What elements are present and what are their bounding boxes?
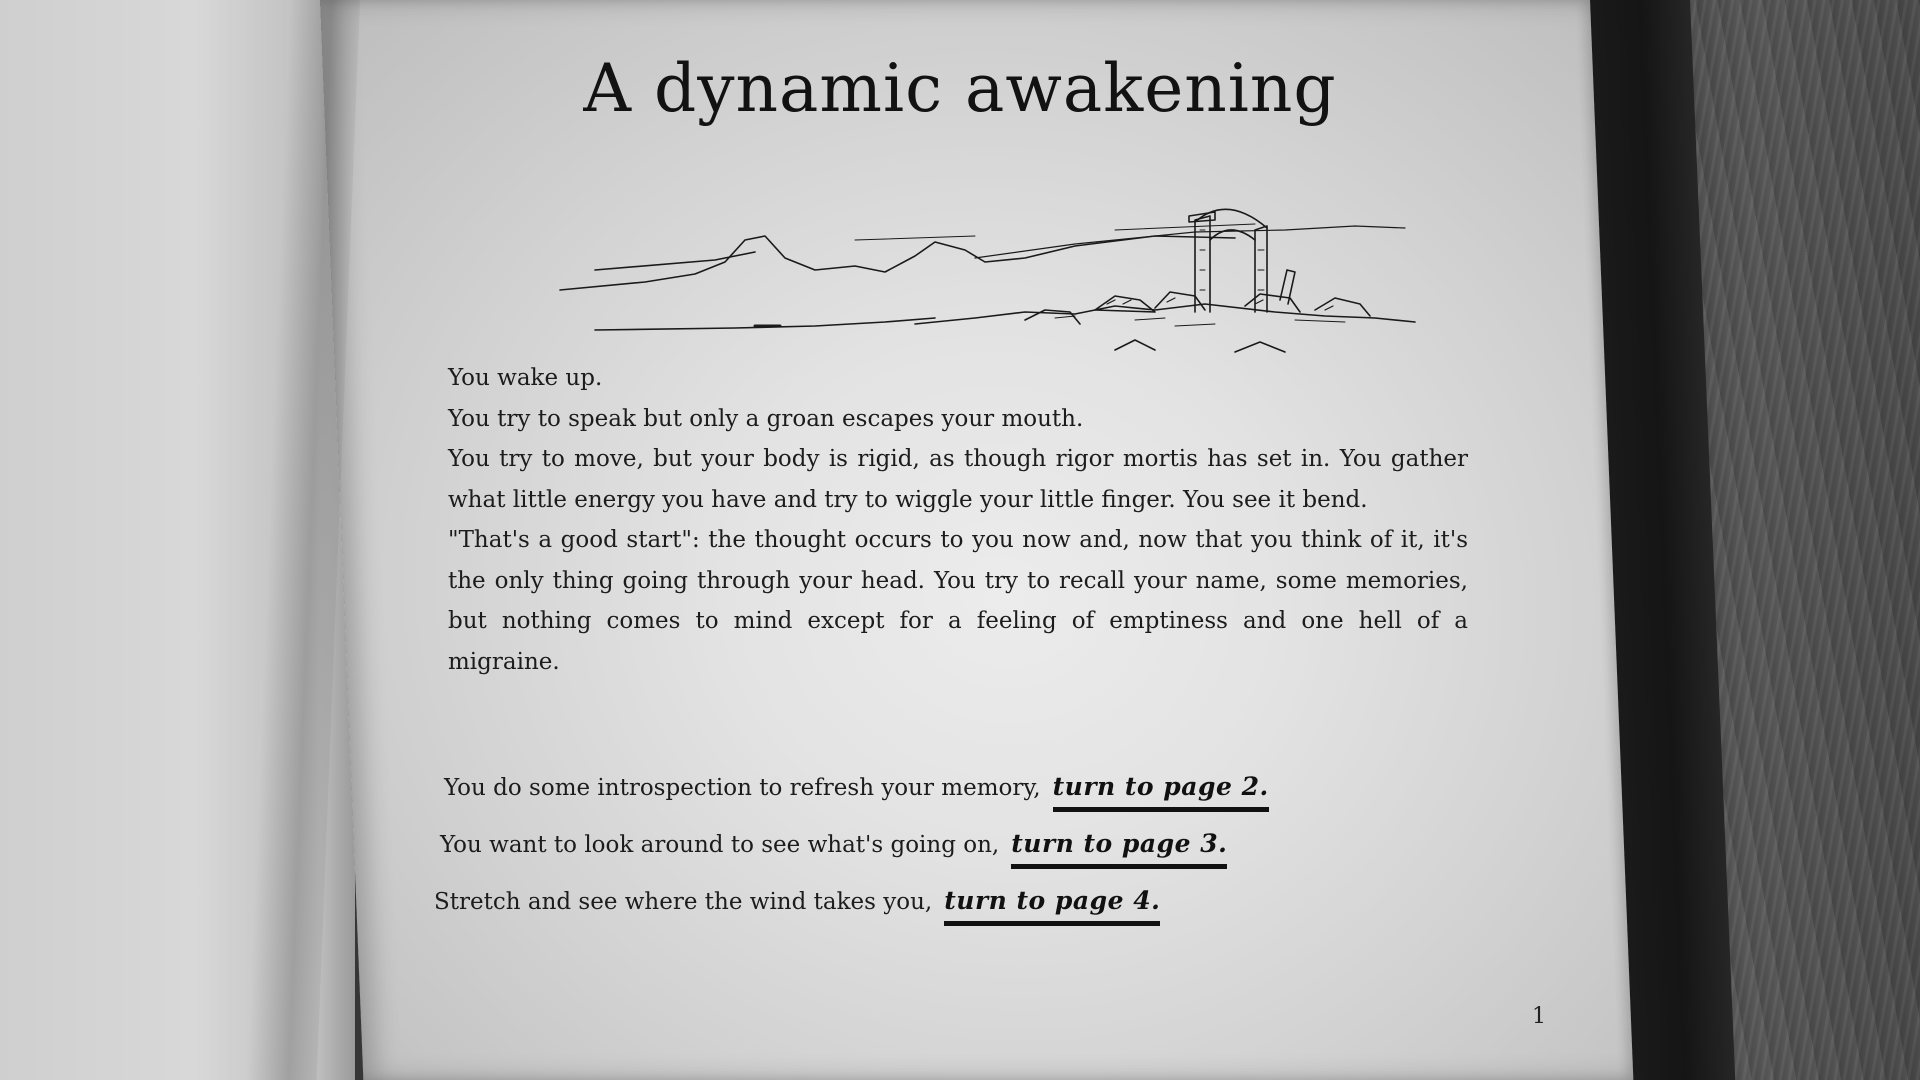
choice-text: Stretch and see where the wind takes you, xyxy=(434,889,933,915)
story-text xyxy=(448,358,1468,682)
choice-stretch xyxy=(434,886,1478,943)
turn-to-page-3-link[interactable]: turn to page 3. xyxy=(1011,829,1227,869)
page-number: 1 xyxy=(1532,1004,1546,1029)
ruined-arch-landscape-icon xyxy=(555,200,1425,370)
page-title: A dynamic awakening xyxy=(583,50,1337,127)
paragraph: You wake up. xyxy=(448,365,603,391)
paragraph: You try to move, but your body is rigid, as though rigor mortis has set in. You gather what little energy you have and try to wiggle your little finger. You see it bend. xyxy=(448,446,1468,513)
turn-to-page-4-link[interactable]: turn to page 4. xyxy=(944,886,1160,926)
paragraph: "That's a good start": the thought occurs to you now and, now that you think of it, it's the only thing going through your head. You try to recall your name, some memories, but nothing comes to mind except for a feeling of emptiness and one hell of a migraine. xyxy=(448,527,1468,675)
choice-text: You do some introspection to refresh your memory, xyxy=(444,775,1041,801)
choice-list xyxy=(434,772,1478,943)
choice-look-around xyxy=(440,829,1478,886)
choice-introspection xyxy=(444,772,1478,829)
choice-text: You want to look around to see what's going on, xyxy=(440,832,1000,858)
paragraph: You try to speak but only a groan escapes your mouth. xyxy=(448,405,1084,432)
turn-to-page-2-link[interactable]: turn to page 2. xyxy=(1053,772,1269,812)
